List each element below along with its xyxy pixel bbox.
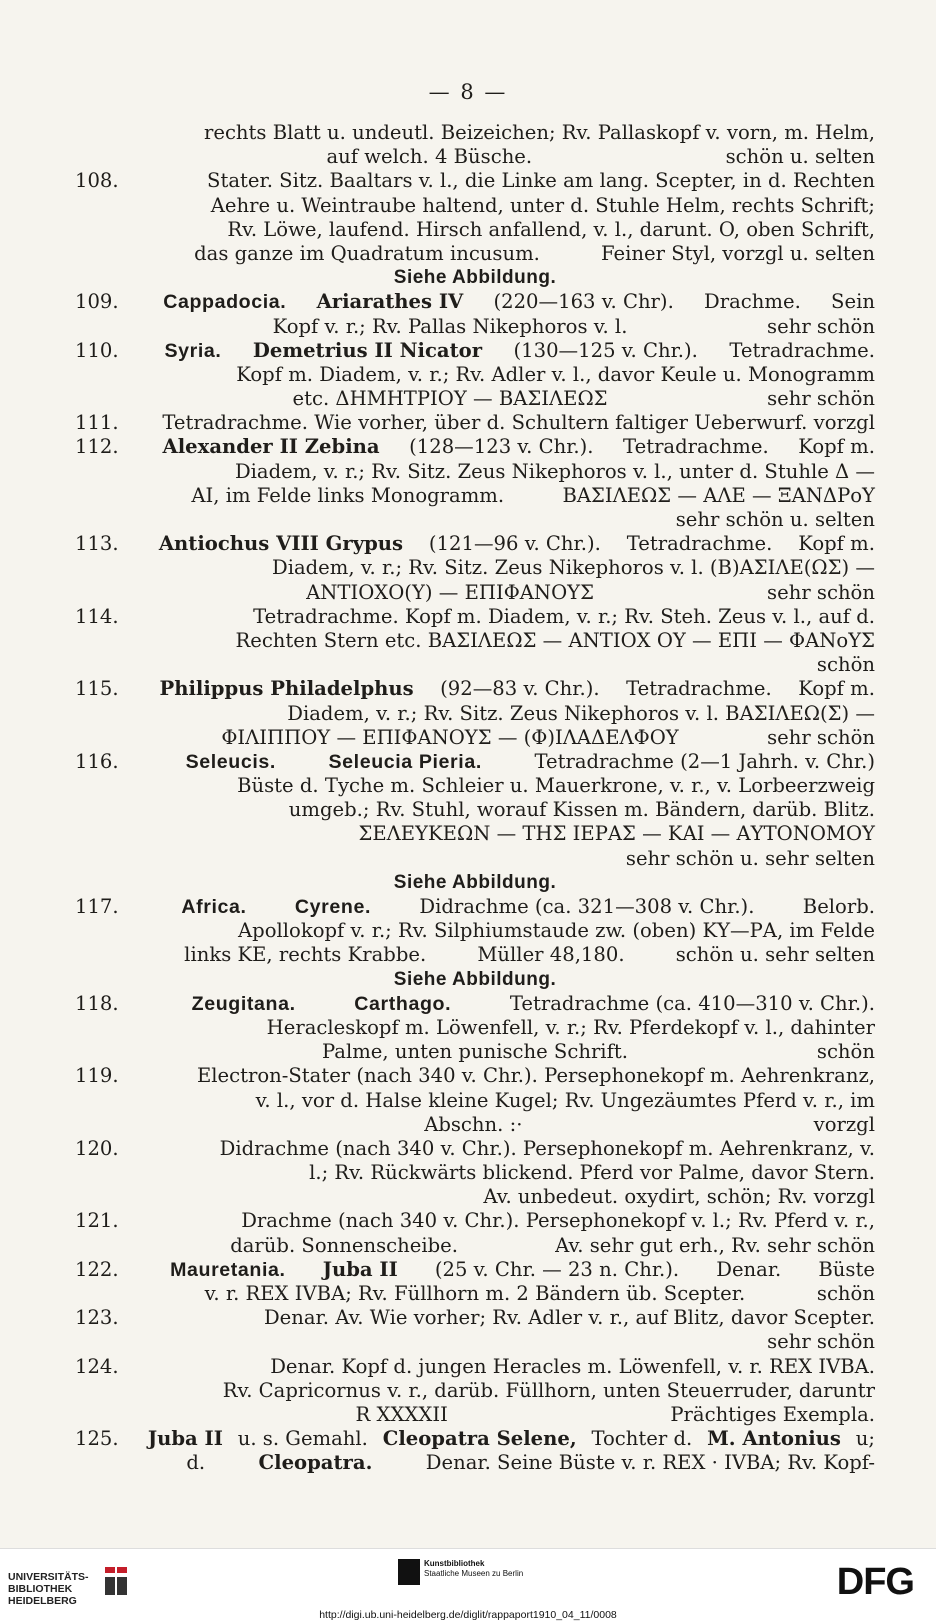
page-number: — 8 — — [428, 80, 508, 104]
text-segment: Seleucis. — [185, 750, 276, 773]
text-segment: Sein — [831, 290, 875, 314]
text-segment: Tetradrachme. — [626, 677, 772, 701]
catalog-continuation-line — [75, 774, 875, 798]
catalog-entry-line — [75, 1427, 875, 1451]
catalog-continuation-line — [75, 315, 875, 339]
kunstbibliothek-text — [424, 1559, 523, 1579]
text-segment: Kopf m. — [798, 677, 875, 701]
text-segment: Aehre u. Weintraube haltend, unter d. Stuhle Helm, rechts Schrift; — [210, 193, 875, 217]
entry-number — [75, 1451, 133, 1475]
catalog-continuation-line — [75, 1016, 875, 1040]
text-segment: (128—123 v. Chr.). — [409, 435, 594, 459]
text-segment: schön u. sehr selten — [675, 943, 875, 967]
source-url[interactable]: http://digi.ub.uni-heidelberg.de/diglit/rappaport1910_04_11/0008 — [319, 1609, 617, 1621]
text-segment: sehr schön u. selten — [675, 508, 875, 531]
entry-number — [75, 1161, 133, 1185]
entry-number — [75, 1089, 133, 1113]
text-segment: Antiochus VIII Grypus — [158, 532, 404, 556]
text-segment: schön — [816, 1040, 875, 1064]
catalog-continuation-line — [75, 1040, 875, 1064]
text-segment: ΒΑΣΙΛΕΩΣ — ΑΛΕ — ΞΑΝΔΡοΥ — [562, 483, 875, 507]
catalog-continuation-line — [75, 1113, 875, 1137]
catalog-continuation-line — [75, 1089, 875, 1113]
text-segment: ΑΝΤΙΟΧΟ(Υ) — ΕΠΙΦΑΝΟΥΣ — [306, 580, 594, 604]
text-segment: Kopf m. Diadem, v. r.; Rv. Adler v. l., davor Keule u. Monogramm — [236, 362, 875, 386]
illustration-note: Siehe Abbildung. — [393, 968, 557, 990]
catalog-continuation-line — [75, 1403, 875, 1427]
text-segment: Palme, unten punische Schrift. — [321, 1040, 628, 1064]
kb-line: Staatliche Museen zu Berlin — [424, 1569, 524, 1578]
entry-number: 119. — [75, 1064, 119, 1088]
catalog-continuation-line — [75, 943, 875, 967]
entry-number — [75, 218, 133, 242]
catalog-continuation-line — [75, 581, 875, 605]
entry-number: 122. — [75, 1257, 119, 1281]
entry-number — [75, 581, 133, 605]
entry-number — [75, 798, 133, 822]
text-segment: Alexander II Zebina — [162, 435, 380, 459]
entry-number — [75, 702, 133, 726]
kunstbibliothek-logo-icon — [398, 1559, 420, 1585]
text-segment: ΦΙΛΙΠΠΟΥ — ΕΠΙΦΑΝΟΥΣ — (Φ)ΙΛΑΔΕΛΦΟΥ — [221, 725, 679, 749]
text-segment: Zeugitana. — [191, 992, 296, 1015]
entry-number: 110. — [75, 338, 119, 362]
catalog-continuation-line — [75, 1330, 875, 1354]
entry-number: 120. — [75, 1136, 119, 1160]
text-segment: l.; Rv. Rückwärts blickend. Pferd vor Palme, davor Stern. — [309, 1161, 875, 1185]
entry-number — [75, 943, 133, 967]
text-segment: Tetradrachme. Kopf m. Diadem, v. r.; Rv. Steh. Zeus v. l., auf d. — [253, 604, 875, 628]
entry-number — [75, 1379, 133, 1403]
catalog-continuation-line — [75, 556, 875, 580]
text-segment: Tetradrachme (2—1 Jahrh. v. Chr.) — [534, 749, 875, 773]
text-segment: v. l., vor d. Halse kleine Kugel; Rv. Ungezäumtes Pferd v. r., im — [255, 1088, 875, 1112]
catalog-continuation-line — [75, 266, 875, 290]
text-segment: Ariarathes IV — [316, 290, 464, 314]
catalog-continuation-line — [75, 145, 875, 169]
text-segment: Av. unbedeut. oxydirt, schön; Rv. vorzgl — [483, 1185, 875, 1209]
text-segment: sehr schön — [767, 725, 875, 749]
text-segment: R XXXXII — [355, 1402, 448, 1426]
text-segment: Cleopatra. — [258, 1451, 373, 1475]
text-segment: Didrachme (nach 340 v. Chr.). Persephonekopf m. Aehrenkranz, v. — [219, 1136, 875, 1160]
catalog-continuation-line — [75, 387, 875, 411]
entry-number: 108. — [75, 169, 119, 193]
catalog-continuation-line — [75, 847, 875, 871]
catalog-entry-line — [75, 750, 875, 774]
text-segment: Denar. Seine Büste v. r. REX · IVBA; Rv. Kopf- — [425, 1451, 875, 1475]
text-segment: Heracleskopf m. Löwenfell, v. r.; Rv. Pferdekopf v. l., dahinter — [266, 1015, 875, 1039]
text-segment: Tetradrachme (ca. 410—310 v. Chr.). — [509, 991, 875, 1015]
entry-number — [75, 194, 133, 218]
entry-number — [75, 919, 133, 943]
text-segment: (25 v. Chr. — 23 n. Chr.). — [434, 1257, 680, 1281]
entry-number: 109. — [75, 290, 119, 314]
text-segment: schön — [816, 653, 875, 677]
text-segment: u; — [855, 1427, 875, 1451]
text-segment: Tochter d. — [591, 1427, 693, 1451]
text-segment: Prächtiges Exempla. — [670, 1402, 875, 1426]
footer-bar — [0, 1548, 936, 1624]
catalog-continuation-line — [75, 218, 875, 242]
catalog-continuation-line — [75, 702, 875, 726]
text-segment: etc. ΔΗΜΗΤΡΙΟΥ — ΒΑΣΙΛΕΩΣ — [292, 387, 608, 411]
text-segment: sehr schön — [767, 387, 875, 411]
ub-mark-icon — [105, 1563, 135, 1603]
catalog-continuation-line — [75, 121, 875, 145]
text-segment: Diadem, v. r.; Rv. Sitz. Zeus Nikephoros v. l. (Β)ΑΣΙΛΕ(ΩΣ) — — [271, 556, 875, 580]
entry-number: 115. — [75, 677, 119, 701]
catalog-entry-line — [75, 435, 875, 459]
catalog-continuation-line — [75, 508, 875, 532]
catalog-entry-line — [75, 411, 875, 435]
catalog-continuation-line — [75, 871, 875, 895]
text-segment: Denar. Kopf d. jungen Heracles m. Löwenfell, v. r. REX IVBA. — [270, 1354, 875, 1378]
text-segment: auf welch. 4 Büsche. — [326, 145, 533, 169]
catalog-continuation-line — [75, 1185, 875, 1209]
text-segment: Büste d. Tyche m. Schleier u. Mauerkrone, v. r., v. Lorbeerzweig — [237, 774, 875, 798]
entry-number: 112. — [75, 435, 119, 459]
entry-number: 121. — [75, 1209, 119, 1233]
text-segment: sehr schön u. sehr selten — [625, 846, 875, 870]
text-segment: ΑΙ, im Felde links Monogramm. — [191, 483, 505, 507]
kb-line: Kunstbibliothek — [424, 1559, 485, 1568]
catalog-entry-line — [75, 677, 875, 701]
entry-number — [75, 1113, 133, 1137]
text-segment: Denar. Av. Wie vorher; Rv. Adler v. r., auf Blitz, davor Scepter. — [263, 1306, 875, 1330]
catalog-entry-line — [75, 1064, 875, 1088]
catalog-entry-line — [75, 1258, 875, 1282]
text-segment: sehr schön — [767, 580, 875, 604]
text-segment: links ΚΕ, rechts Krabbe. — [184, 943, 427, 967]
catalog-entry-line — [75, 339, 875, 363]
catalog-continuation-line — [75, 726, 875, 750]
text-segment: Diadem, v. r.; Rv. Sitz. Zeus Nikephoros v. l. ΒΑΣΙΛΕΩ(Σ) — — [287, 701, 875, 725]
text-segment: Tetradrachme. — [626, 532, 773, 556]
entry-number — [75, 1040, 133, 1064]
entry-number — [75, 363, 133, 387]
text-segment: Africa. — [181, 896, 247, 918]
catalog-entry-line — [75, 1209, 875, 1233]
catalog-continuation-line — [75, 822, 875, 846]
catalog-continuation-line — [75, 363, 875, 387]
text-segment: (130—125 v. Chr.). — [513, 338, 698, 362]
text-segment: Tetradrachme. — [729, 338, 875, 362]
university-library-logo — [8, 1571, 89, 1607]
entry-number: 116. — [75, 749, 119, 773]
text-segment: Philippus Philadelphus — [159, 677, 414, 701]
entry-number: 113. — [75, 532, 119, 556]
text-segment: u. s. Gemahl. — [237, 1427, 368, 1451]
text-segment: Apollokopf v. r.; Rv. Silphiumstaude zw. (oben) ΚΥ—ΡΑ, im Felde — [238, 919, 875, 943]
entry-number — [75, 315, 133, 339]
text-segment: Rv. Capricornus v. r., darüb. Füllhorn, unten Steuerruder, daruntr — [222, 1378, 875, 1402]
text-segment: rechts Blatt u. undeutl. Beizeichen; Rv. Pallaskopf v. vorn, m. Helm, — [204, 121, 875, 144]
ub-line: UNIVERSITÄTS- — [8, 1571, 89, 1583]
entry-number — [75, 460, 133, 484]
catalog-entry-line — [75, 895, 875, 919]
text-segment: Tetradrachme. — [623, 435, 769, 459]
text-segment: Cappadocia. — [163, 291, 287, 314]
entry-number — [75, 484, 133, 508]
text-segment: Diadem, v. r.; Rv. Sitz. Zeus Nikephoros v. l., unter d. Stuhle Δ — — [234, 459, 875, 483]
entry-number — [75, 774, 133, 798]
text-segment: ΣΕΛΕΥΚΕΩΝ — ΤΗΣ ΙΕΡΑΣ — ΚΑΙ — ΑΥΤΟΝΟΜΟΥ — [358, 822, 875, 846]
catalog-text — [75, 121, 875, 1476]
text-segment: Abschn. :· — [424, 1112, 523, 1136]
entry-number — [75, 822, 133, 846]
entry-number — [75, 145, 133, 169]
text-segment: Drachme (nach 340 v. Chr.). Persephonekopf v. l.; Rv. Pferd v. r., — [241, 1209, 875, 1233]
text-segment: schön — [816, 1282, 875, 1305]
text-segment: Büste — [818, 1257, 875, 1281]
text-segment: v. r. REX IVBA; Rv. Füllhorn m. 2 Bändern üb. Scepter. — [204, 1282, 746, 1305]
catalog-continuation-line — [75, 242, 875, 266]
text-segment: (92—83 v. Chr.). — [440, 677, 600, 701]
text-segment: Carthago. — [354, 992, 452, 1015]
catalog-entry-line — [75, 532, 875, 556]
text-segment: Seleucia Pieria. — [328, 750, 482, 773]
entry-number — [75, 1403, 133, 1427]
text-segment: Rv. Löwe, laufend. Hirsch anfallend, v. l., darunt. O, oben Schrift, — [227, 217, 875, 241]
text-segment: Tetradrachme. Wie vorher, über d. Schultern faltiger Ueberwurf. vorzgl — [162, 411, 875, 435]
catalog-continuation-line — [75, 1234, 875, 1258]
catalog-entry-line — [75, 1137, 875, 1161]
text-segment: Kopf v. r.; Rv. Pallas Nikephoros v. l. — [272, 314, 628, 338]
text-segment: sehr schön — [767, 1330, 875, 1354]
text-segment: Cyrene. — [294, 896, 371, 918]
entry-number: 125. — [75, 1427, 119, 1451]
entry-number — [75, 726, 133, 750]
text-segment: darüb. Sonnenscheibe. — [230, 1233, 458, 1257]
catalog-continuation-line — [75, 484, 875, 508]
text-segment: Syria. — [164, 339, 222, 362]
entry-number: 114. — [75, 604, 119, 628]
text-segment: (121—96 v. Chr.). — [428, 532, 601, 556]
text-segment: d. — [186, 1451, 206, 1475]
catalog-continuation-line — [75, 653, 875, 677]
text-segment: Kopf m. — [798, 435, 875, 459]
text-segment: Feiner Styl, vorzgl u. selten — [601, 241, 875, 265]
ub-line: BIBLIOTHEK — [8, 1583, 73, 1595]
text-segment: Mauretania. — [170, 1258, 286, 1281]
illustration-note: Siehe Abbildung. — [393, 871, 557, 893]
text-segment: Rechten Stern etc. ΒΑΣΙΛΕΩΣ — ΑΝΤΙΟΧ ΟΥ — ΕΠΙ — ΦΑΝοΥΣ — [235, 628, 875, 652]
catalog-entry-line — [75, 992, 875, 1016]
catalog-continuation-line — [75, 1379, 875, 1403]
entry-number — [75, 121, 133, 145]
text-segment: Didrachme (ca. 321—308 v. Chr.). — [419, 895, 755, 918]
catalog-continuation-line — [75, 460, 875, 484]
text-segment: Stater. Sitz. Baaltars v. l., die Linke am lang. Scepter, in d. Rechten — [207, 169, 875, 193]
text-segment: sehr schön — [767, 314, 875, 338]
text-segment: Denar. — [716, 1257, 782, 1281]
entry-number: 124. — [75, 1354, 119, 1378]
text-segment: Cleopatra Selene, — [382, 1427, 577, 1451]
entry-number — [75, 387, 133, 411]
text-segment: umgeb.; Rv. Stuhl, worauf Kissen m. Bändern, darüb. Blitz. — [288, 798, 875, 822]
catalog-entry-line — [75, 1306, 875, 1330]
text-segment: Av. sehr gut erh., Rv. sehr schön — [555, 1233, 875, 1257]
entry-number: 111. — [75, 411, 119, 435]
entry-number: 117. — [75, 895, 119, 918]
catalog-entry-line — [75, 290, 875, 314]
text-segment: (220—163 v. Chr). — [493, 290, 674, 314]
entry-number — [75, 556, 133, 580]
catalog-continuation-line — [75, 194, 875, 218]
entry-number — [75, 1016, 133, 1040]
catalog-continuation-line — [75, 798, 875, 822]
illustration-note: Siehe Abbildung. — [393, 267, 557, 289]
catalog-entry-line — [75, 169, 875, 193]
dfg-logo: DFG — [836, 1561, 914, 1603]
text-segment: Drachme. — [704, 290, 801, 314]
entry-number — [75, 629, 133, 653]
entry-number — [75, 1282, 133, 1306]
entry-number — [75, 1234, 133, 1258]
catalog-entry-line — [75, 1355, 875, 1379]
text-segment: Juba II — [322, 1257, 398, 1281]
text-segment: M. Antonius — [707, 1427, 841, 1451]
text-segment: Belorb. — [802, 895, 875, 918]
catalog-continuation-line — [75, 919, 875, 943]
text-segment: Juba II — [147, 1427, 223, 1451]
entry-number: 118. — [75, 991, 119, 1015]
catalog-continuation-line — [75, 968, 875, 992]
catalog-entry-line — [75, 605, 875, 629]
text-segment: Electron-Stater (nach 340 v. Chr.). Persephonekopf m. Aehrenkranz, — [196, 1064, 875, 1088]
catalog-continuation-line — [75, 1451, 875, 1475]
text-segment: Müller 48,180. — [477, 943, 625, 967]
text-segment: schön u. selten — [725, 145, 875, 169]
ub-line: HEIDELBERG — [8, 1595, 77, 1607]
catalog-continuation-line — [75, 1161, 875, 1185]
entry-number: 123. — [75, 1306, 119, 1330]
text-segment: das ganze im Quadratum incusum. — [194, 241, 540, 265]
catalog-continuation-line — [75, 1282, 875, 1306]
entry-number — [75, 242, 133, 266]
catalog-continuation-line — [75, 629, 875, 653]
text-segment: Kopf m. — [798, 532, 875, 556]
text-segment: vorzgl — [813, 1112, 875, 1136]
text-segment: Demetrius II Nicator — [252, 338, 483, 362]
